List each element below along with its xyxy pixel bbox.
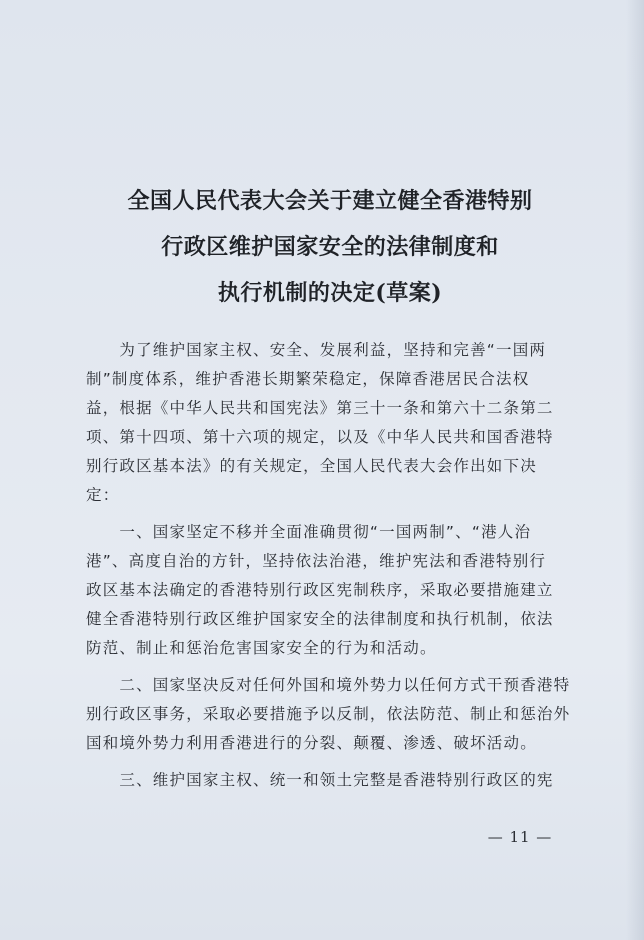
body-line: 防范、制止和惩治危害国家安全的行为和活动。 bbox=[86, 639, 437, 657]
body-line: 别行政区基本法》的有关规定，全国人民代表大会作出如下决 bbox=[86, 457, 537, 475]
body-line: 项、第十四项、第十六项的规定，以及《中华人民共和国香港特 bbox=[86, 428, 554, 446]
title-line: 执行机制的决定(草案) bbox=[217, 280, 443, 306]
body-line: 一、国家坚定不移并全面准确贯彻“一国两制”、“港人治 bbox=[86, 523, 532, 541]
document-title bbox=[60, 178, 600, 316]
title-line: 行政区维护国家安全的法律制度和 bbox=[161, 234, 499, 260]
body-line: 三、维护国家主权、统一和领土完整是香港特别行政区的宪 bbox=[86, 771, 554, 789]
document-body bbox=[86, 336, 571, 795]
body-line: 健全香港特别行政区维护国家安全的法律制度和执行机制，依法 bbox=[86, 610, 554, 628]
page-number: — 11 — bbox=[487, 828, 553, 846]
body-line: 国和境外势力利用香港进行的分裂、颠覆、渗透、破坏活动。 bbox=[86, 734, 537, 752]
body-line: 益，根据《中华人民共和国宪法》第三十一条和第六十二条第二 bbox=[86, 399, 554, 417]
body-line: 制”制度体系，维护香港长期繁荣稳定，保障香港居民合法权 bbox=[86, 370, 530, 388]
body-line: 政区基本法确定的香港特别行政区宪制秩序，采取必要措施建立 bbox=[86, 581, 554, 599]
body-line: 别行政区事务，采取必要措施予以反制，依法防范、制止和惩治外 bbox=[86, 705, 571, 723]
title-line: 全国人民代表大会关于建立健全香港特别 bbox=[127, 188, 533, 214]
body-line: 为了维护国家主权、安全、发展利益，坚持和完善“一国两 bbox=[86, 341, 547, 359]
body-line: 定： bbox=[86, 486, 120, 504]
body-line: 港”、高度自治的方针，坚持依法治港，维护宪法和香港特别行 bbox=[86, 552, 547, 570]
body-line: 二、国家坚决反对任何外国和境外势力以任何方式干预香港特 bbox=[86, 676, 571, 694]
